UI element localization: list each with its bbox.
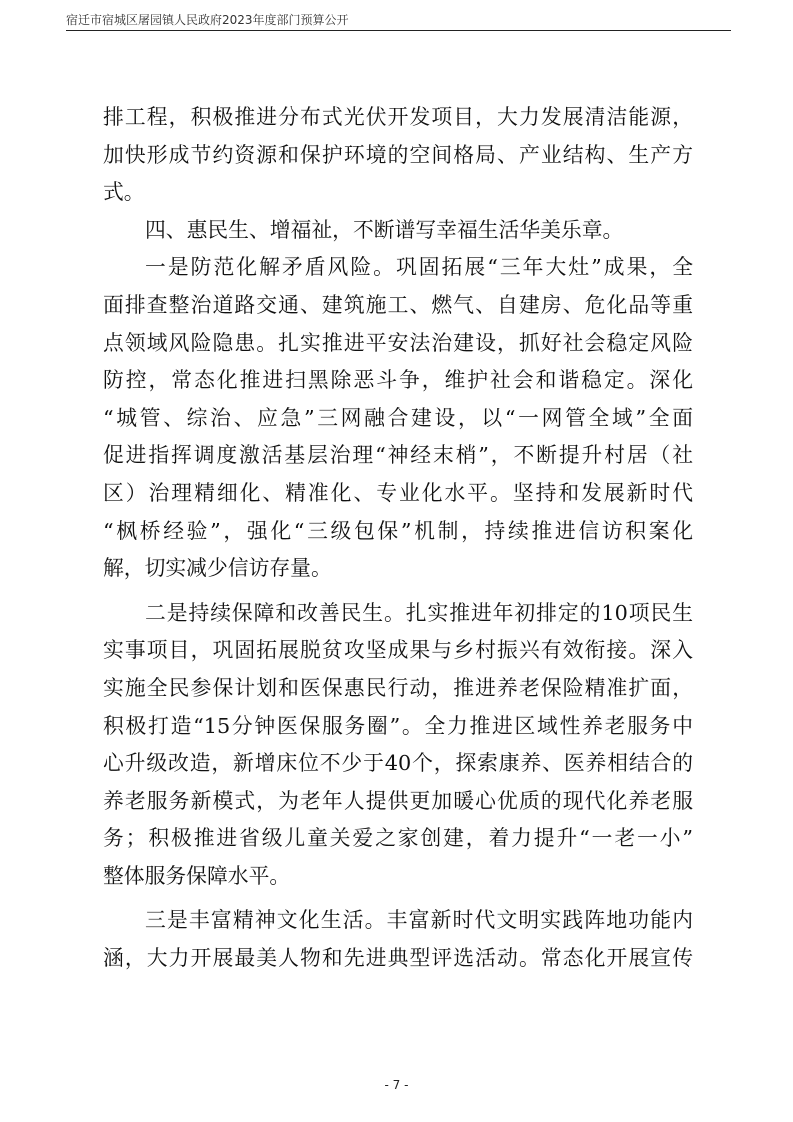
- page-header: [66, 8, 731, 31]
- text-line: 解，切实减少信访存量。: [103, 556, 332, 581]
- paragraph: [103, 99, 693, 212]
- paragraph: [103, 595, 693, 896]
- text-line: 式。: [103, 180, 145, 205]
- section-heading: [103, 212, 693, 250]
- text-line: 区）治理精细化、精准化、专业化水平。坚持和发展新时代: [103, 480, 693, 505]
- paragraph: [103, 249, 693, 587]
- text-line: 排工程，积极推进分布式光伏开发项目，大力发展清洁能源，: [103, 105, 693, 129]
- text-line: 三是丰富精神文化生活。丰富新时代文明实践阵地功能内: [145, 908, 693, 933]
- text-line: 养老服务新模式，为老年人提供更加暖心优质的现代化养老服: [103, 788, 693, 813]
- text-line: 加快形成节约资源和保护环境的空间格局、产业结构、生产方: [103, 142, 693, 167]
- text-line: 防控，常态化推进扫黑除恶斗争，维护社会和谐稳定。深化: [103, 368, 693, 393]
- page-number: - 7 -: [384, 1078, 409, 1092]
- document-body: [103, 99, 693, 978]
- text-line: 涵，大力开展最美人物和先进典型评选活动。常态化开展宣传: [103, 946, 693, 971]
- text-line: 实事项目，巩固拓展脱贫攻坚成果与乡村振兴有效衔接。深入: [103, 638, 693, 663]
- text-line: 心升级改造，新增床位不少于40个，探索康养、医养相结合的: [103, 751, 693, 776]
- paragraph: [103, 902, 693, 977]
- text-line: 一是防范化解矛盾风险。巩固拓展“三年大灶”成果，全: [145, 255, 693, 280]
- text-line: 务；积极推进省级儿童关爱之家创建，着力提升“一老一小”: [103, 826, 693, 851]
- text-line: 整体服务保障水平。: [103, 863, 291, 888]
- text-line: “城管、综治、应急”三网融合建设，以“一网管全域”全面: [103, 405, 693, 430]
- header-title: 宿迁市宿城区屠园镇人民政府2023年度部门预算公开: [66, 13, 349, 27]
- text-line: 二是持续保障和改善民生。扎实推进年初排定的10项民生: [145, 600, 693, 625]
- text-line: 积极打造“15分钟医保服务圈”。全力推进区域性养老服务中: [103, 713, 693, 738]
- text-line: “枫桥经验”，强化“三级包保”机制，持续推进信访积案化: [103, 518, 693, 543]
- text-line: 实施全民参保计划和医保惠民行动，推进养老保险精准扩面，: [103, 675, 693, 700]
- text-line: 面排查整治道路交通、建筑施工、燃气、自建房、危化品等重: [103, 292, 693, 317]
- text-line: 促进指挥调度激活基层治理“神经末梢”，不断提升村居（社: [103, 443, 693, 468]
- text-line: 四、惠民生、增福祉，不断谱写幸福生活华美乐章。: [145, 217, 624, 242]
- text-line: 点领域风险隐患。扎实推进平安法治建设，抓好社会稳定风险: [103, 330, 693, 355]
